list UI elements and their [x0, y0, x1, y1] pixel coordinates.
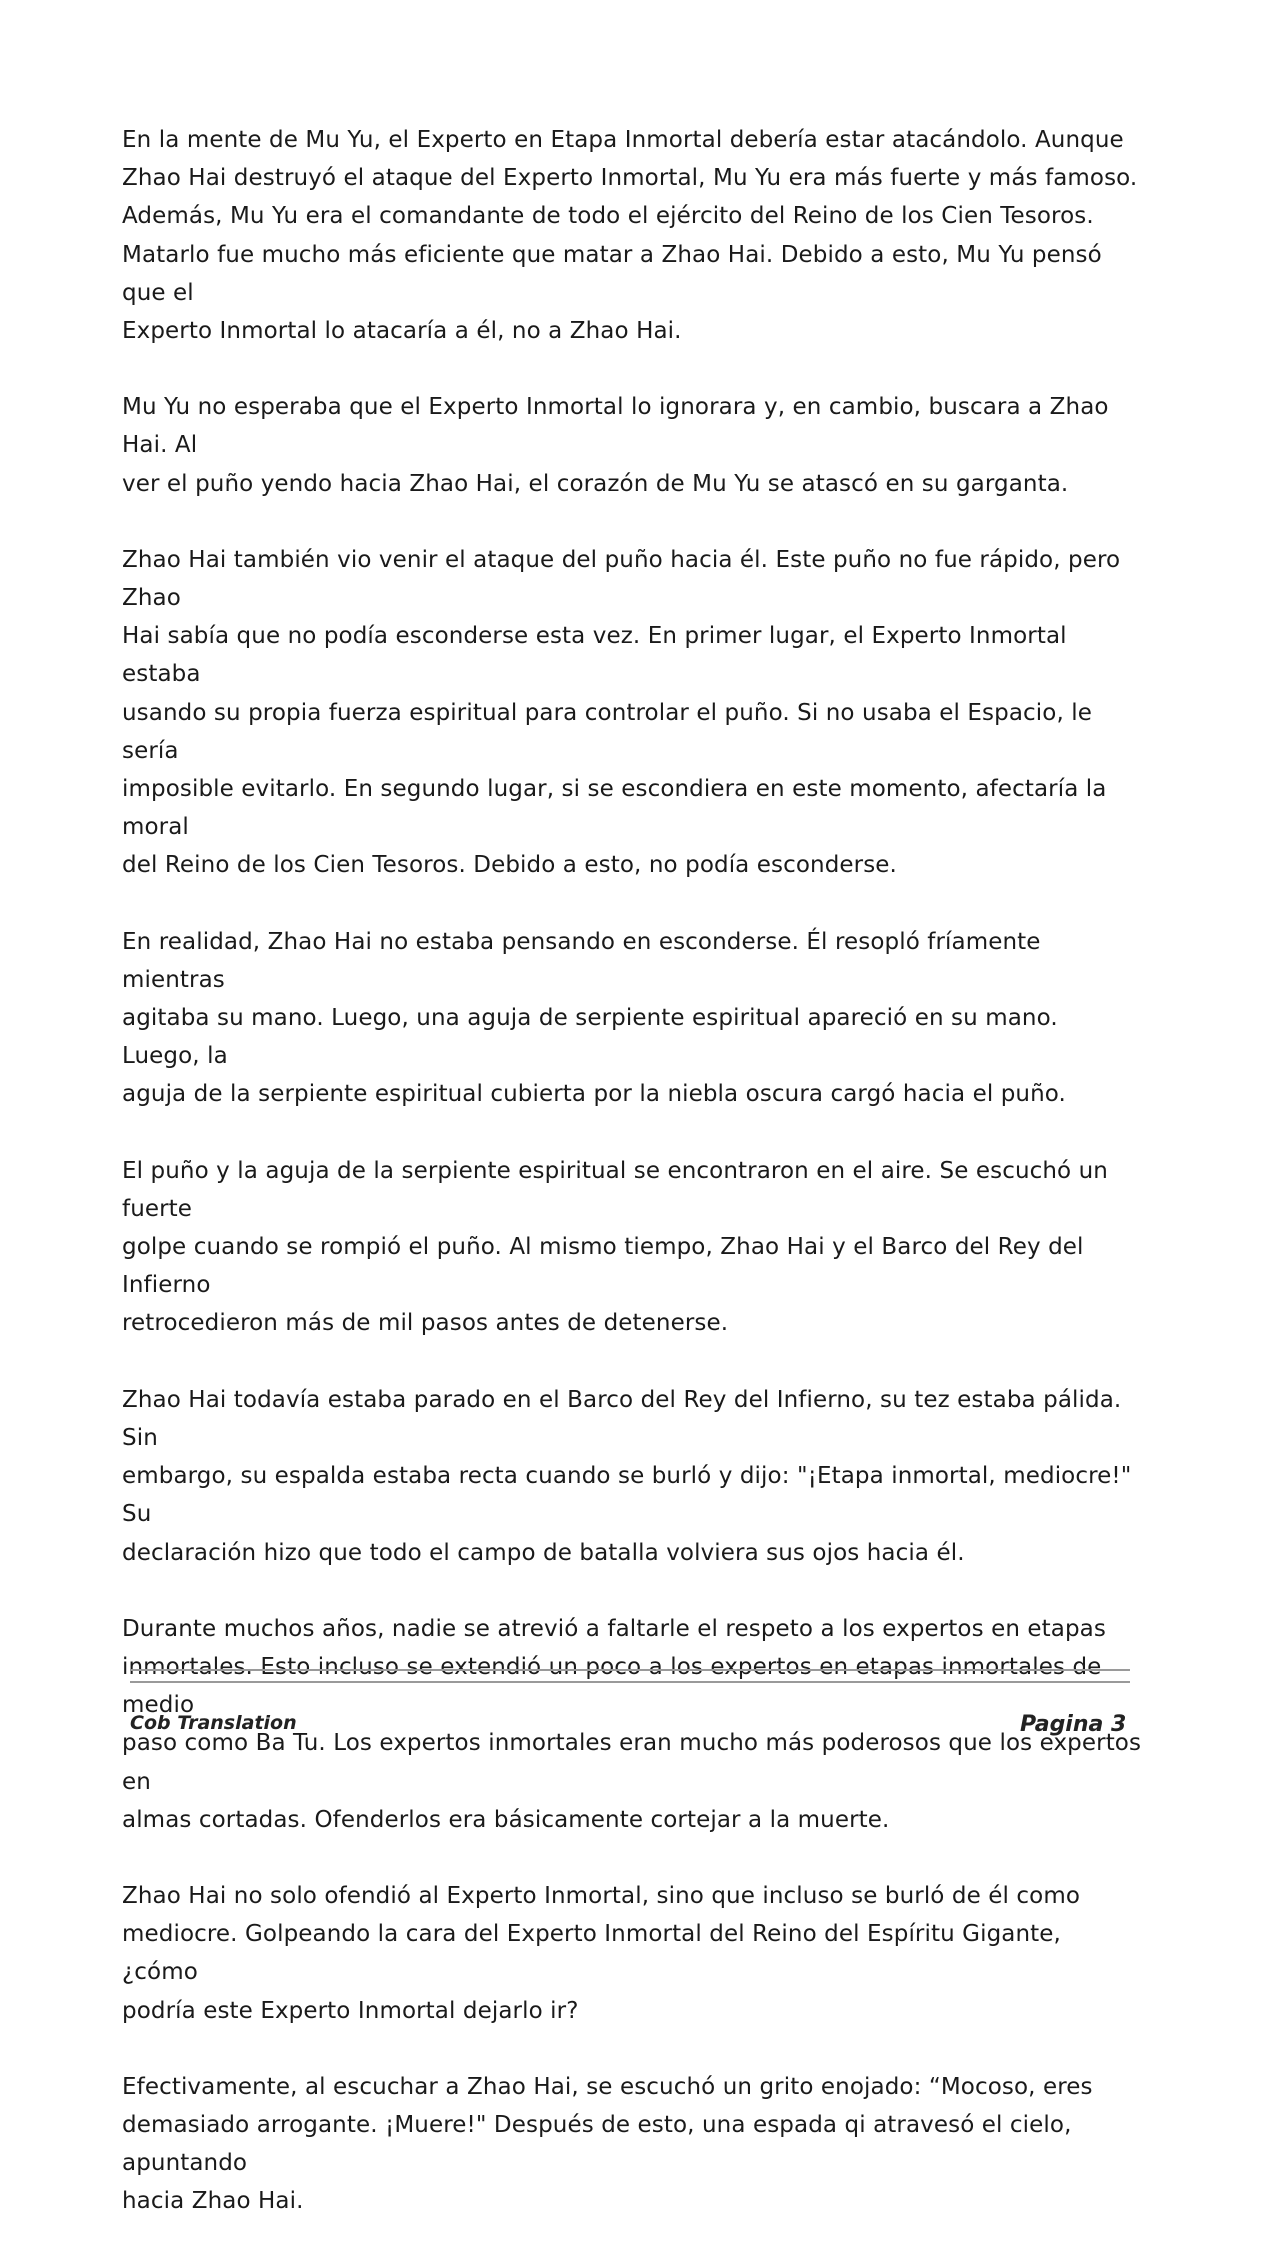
paragraph-4: En realidad, Zhao Hai no estaba pensando en esconderse. Él resopló fríamente mientras agitaba su mano. Luego, una aguja de serpiente espiritual apareció en su mano. Luego, la aguja de la serpiente espiritual cubierta por la niebla oscura cargó hacia el puño. [122, 928, 1066, 1108]
paragraph-3: Zhao Hai también vio venir el ataque del puño hacia él. Este puño no fue rápido, pero Zhao Hai sabía que no podía esconderse esta vez. En primer lugar, el Experto Inmortal estaba usando su propia fuerza espiritual para controlar el puño. Si no usaba el Espacio, le sería imposible evitarlo. En segundo lugar, si se escondiera en este momento, afectaría la moral del Reino de los Cien Tesoros. Debido a esto, no podía esconderse. [122, 546, 1121, 879]
paragraph-7: Durante muchos años, nadie se atrevió a faltarle el respeto a los expertos en etapas inmortales. Esto incluso se extendió un poco a los expertos en etapas inmortales de medio paso como Ba Tu. Los expertos inmortales eran mucho más poderosos que los expertos en almas cortadas. Ofenderlos era básicamente cortejar a la muerte. [122, 1615, 1142, 1833]
footer-page-number: Pagina 3 [1020, 1712, 1127, 1737]
footer-divider-top [130, 1669, 1130, 1671]
paragraph-5: El puño y la aguja de la serpiente espiritual se encontraron en el aire. Se escuchó un fuerte golpe cuando se rompió el puño. Al mismo tiempo, Zhao Hai y el Barco del Rey del Infierno retrocedieron más de mil pasos antes de detenerse. [122, 1157, 1108, 1337]
paragraph-2: Mu Yu no esperaba que el Experto Inmortal lo ignorara y, en cambio, buscara a Zhao Hai. Al ver el puño yendo hacia Zhao Hai, el corazón de Mu Yu se atascó en su garganta. [122, 394, 1109, 497]
paragraph-9: Efectivamente, al escuchar a Zhao Hai, se escuchó un grito enojado: “Mocoso, eres demasiado arrogante. ¡Muere!" Después de esto, una espada qi atravesó el cielo, apuntando hacia Zhao Hai. [122, 2073, 1093, 2215]
footer-translator-credit: Cob Translation [130, 1712, 297, 1734]
paragraph-1: En la mente de Mu Yu, el Experto en Etapa Inmortal debería estar atacándolo. Aunque Zhao Hai destruyó el ataque del Experto Inmortal, Mu Yu era más fuerte y más famoso. Además, Mu Yu era el comandante de todo el ejército del Reino de los Cien Tesoros. Matarlo fue mucho más eficiente que matar a Zhao Hai. Debido a esto, Mu Yu pensó que el Experto Inmortal lo atacaría a él, no a Zhao Hai. [122, 127, 1138, 345]
footer-divider-bottom [130, 1681, 1130, 1683]
paragraph-8: Zhao Hai no solo ofendió al Experto Inmortal, sino que incluso se burló de él como mediocre. Golpeando la cara del Experto Inmortal del Reino del Espíritu Gigante, ¿cómo podría este Experto Inmortal dejarlo ir? [122, 1882, 1080, 2024]
body-text [122, 121, 1142, 2259]
paragraph-6: Zhao Hai todavía estaba parado en el Barco del Rey del Infierno, su tez estaba pálida. Sin embargo, su espalda estaba recta cuando se burló y dijo: "¡Etapa inmortal, mediocre!" Su declaración hizo que todo el campo de batalla volviera sus ojos hacia él. [122, 1386, 1132, 1566]
